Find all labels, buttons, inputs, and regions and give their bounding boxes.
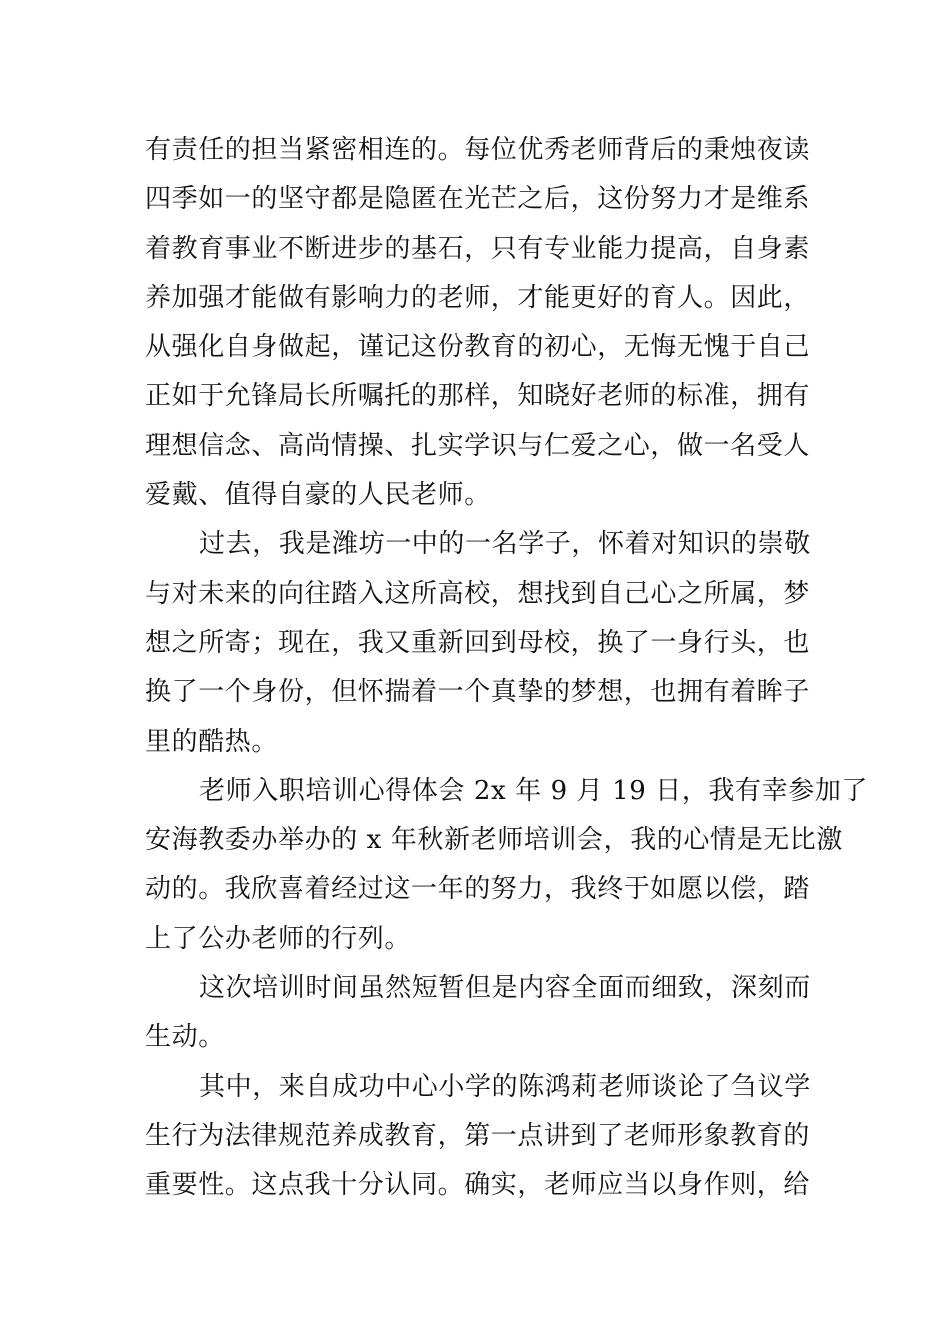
- text-line: 里的酷热。: [145, 726, 279, 757]
- text-line: 上了公办老师的行列。: [145, 923, 412, 954]
- text-line: 理想信念、高尚情操、扎实学识与仁爱之心，做一名受人: [145, 430, 811, 461]
- text-line: 着教育事业不断进步的基石，只有专业能力提高，自身素: [145, 233, 811, 264]
- text-line: 与对未来的向往踏入这所高校，想找到自己心之所属，梦: [145, 578, 811, 609]
- text-line: 四季如一的坚守都是隐匿在光芒之后，这份努力才是维系: [145, 184, 811, 215]
- text-line: 重要性。这点我十分认同。确实，老师应当以身作则，给: [145, 1170, 811, 1201]
- text-line: 爱戴、值得自豪的人民老师。: [145, 480, 491, 511]
- text-line: 动的。我欣喜着经过这一年的努力，我终于如愿以偿，踏: [145, 874, 811, 905]
- text-line: 安海教委办举办的 x 年秋新老师培训会，我的心情是无比激: [145, 825, 843, 856]
- paragraph-first-line: 这次培训时间虽然短暂但是内容全面而细致，深刻而: [199, 973, 811, 1004]
- text-line: 换了一个身份，但怀揣着一个真挚的梦想，也拥有着眸子: [145, 677, 811, 708]
- text-line: 正如于允锋局长所嘱托的那样，知晓好老师的标准，拥有: [145, 381, 811, 412]
- text-line: 养加强才能做有影响力的老师，才能更好的育人。因此，: [145, 282, 811, 313]
- text-line: 有责任的担当紧密相连的。每位优秀老师背后的秉烛夜读: [145, 135, 811, 165]
- paragraph-first-line: 过去，我是潍坊一中的一名学子，怀着对知识的崇敬: [199, 529, 811, 560]
- paragraph-first-line: 其中，来自成功中心小学的陈鸿莉老师谈论了刍议学: [199, 1071, 811, 1102]
- text-line: 想之所寄；现在，我又重新回到母校，换了一身行头，也: [145, 627, 811, 658]
- text-line: 生行为法律规范养成教育，第一点讲到了老师形象教育的: [145, 1120, 811, 1151]
- text-line: 生动。: [145, 1022, 225, 1053]
- document-body: [145, 126, 869, 1211]
- text-line: 从强化自身做起，谨记这份教育的初心，无悔无愧于自己: [145, 332, 811, 363]
- paragraph-first-line: 老师入职培训心得体会 2x 年 9 月 19 日，我有幸参加了: [199, 775, 869, 806]
